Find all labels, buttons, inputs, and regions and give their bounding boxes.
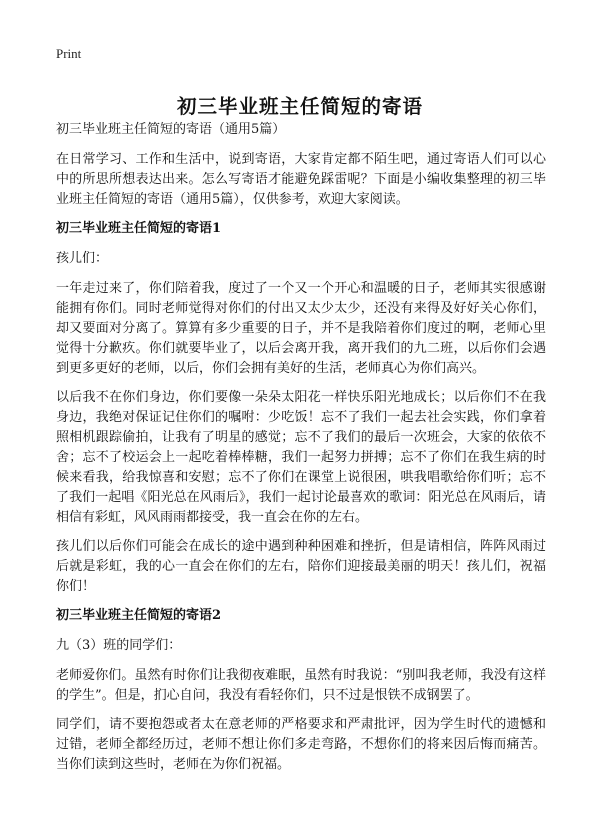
- paragraph: 一年走过来了，你们陪着我，度过了一个又一个开心和温暖的日子，老师其实很感谢能拥有你们。同时老师觉得对你们的付出又太少太少，还没有来得及好好关心你们，却又要面对分离了。算算有多少重要的日子，并不是我陪着你们度过的啊，老师心里觉得十分歉疚。你们就要毕业了，以后会离开我，离开我们的九二班，以后你们会遇到更多更好的老师，以后，你们会拥有美好的生活，老师真心为你们高兴。: [56, 281, 546, 376]
- section-heading-2: 初三毕业班主任简短的寄语2: [56, 608, 222, 623]
- intro-paragraph: 在日常学习、工作和生活中，说到寄语，大家肯定都不陌生吧，通过寄语人们可以心中的所思所想表达出来。怎么写寄语才能避免踩雷呢？下面是小编收集整理的初三毕业班主任简短的寄语（通用5篇），仅供参考，欢迎大家阅读。: [56, 152, 546, 207]
- paragraph: 老师爱你们。虽然有时你们让我彻夜难眠，虽然有时我说：“别叫我老师，我没有这样的学生”。但是，扪心自问，我没有看轻你们，只不过是恨铁不成钢罢了。: [56, 668, 546, 703]
- page-title: 初三毕业班主任简短的寄语: [176, 95, 423, 119]
- paragraph: 同学们，请不要抱怨或者太在意老师的严格要求和严肃批评，因为学生时代的遗憾和过错，老师全都经历过，老师不想让你们多走弯路，不想你们的将来因后悔而痛苦。当你们读到这些时，老师在为你们祝福。: [56, 717, 546, 772]
- article-subtitle: 初三毕业班主任简短的寄语（通用5篇）: [56, 122, 286, 137]
- paragraph: 孩儿们以后你们可能会在成长的途中遇到种种困难和挫折，但是请相信，阵阵风雨过后就是彩虹，我的心一直会在你们的左右，陪你们迎接最美丽的明天！孩儿们，祝福你们！: [56, 539, 546, 594]
- salutation-1: 孩儿们：: [56, 251, 109, 266]
- article-body: [56, 120, 546, 775]
- print-link[interactable]: Print: [56, 46, 82, 61]
- section-heading-1: 初三毕业班主任简短的寄语1: [56, 221, 222, 236]
- paragraph: 以后我不在你们身边，你们要像一朵朵太阳花一样快乐阳光地成长；以后你们不在我身边，我绝对保证记住你们的嘱咐：少吃饭！忘不了我们一起去社会实践，你们拿着照相机跟踪偷拍，让我有了明星的感觉；忘不了我们的最后一次班会，大家的依依不舍；忘不了校运会上一起吃着棒棒糖，我们一起努力拼搏；忘不了你们在我生病的时候来看我，给我惊喜和安慰；忘不了你们在课堂上说很困，哄我唱歌给你们听；忘不了我们一起唱《阳光总在风雨后》，我们一起讨论最喜欢的歌词：阳光总在风雨后，请相信有彩虹，风风雨雨都接受，我一直会在你的左右。: [56, 390, 546, 525]
- salutation-2: 九（3）班的同学们：: [56, 638, 182, 653]
